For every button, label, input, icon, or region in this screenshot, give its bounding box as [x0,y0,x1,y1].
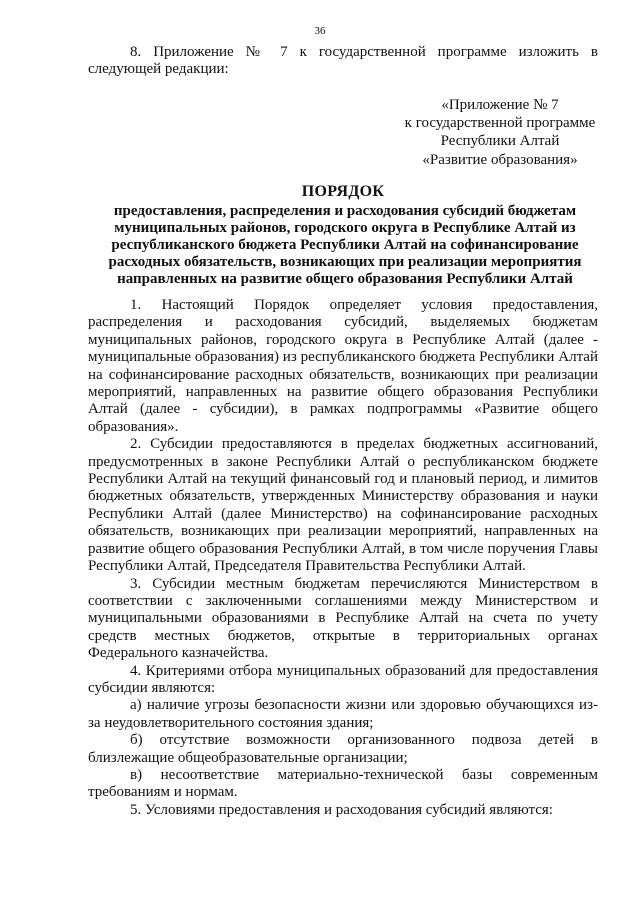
paragraph-4b: б) отсутствие возможности организованного подвоза детей в близлежащие общеобразовательные организации; [88,732,598,766]
page-number: 36 [314,25,326,37]
paragraph-4: 4. Критериями отбора муниципальных образований для предоставления субсидии являются: [88,662,598,696]
intro-block [88,44,598,79]
appendix-line: «Развитие образования» [422,151,578,168]
appendix-note [380,96,620,169]
paragraph-4a: а) наличие угрозы безопасности жизни или здоровью обучающихся из-за неудовлетворительного состояния здания; [88,697,598,731]
document-subtitle: предоставления, распределения и расходования субсидий бюджетам муниципальных районов, городского округа в Республике Алтай из республиканского бюджета Республики Алтай на софинансирование расходных обязательств, возникающих при реализации мероприятия направленных на развитие общего образования Республики Алтай [108,203,582,287]
body-text [88,297,598,819]
paragraph-4c: в) несоответствие материально-технической базы современным требованиям и нормам. [88,766,598,801]
appendix-line: Республики Алтай [440,133,560,150]
appendix-line: «Приложение № 7 [441,97,559,113]
paragraph-1: 1. Настоящий Порядок определяет условия предоставления, распределения и расходования субсидий, выделяемых бюджетам муниципальных районов, городского округа в Республике Алтай (далее - муниципальные образования) из республиканского бюджета Республики Алтай на софинансирование расходных обязательств, возникающих при реализации мероприятий, направленных на развитие общего образования Республики Алтай (далее - субсидии), в рамках подпрограммы «Развитие общего образования». [88,297,598,435]
paragraph-5: 5. Условиями предоставления и расходования субсидий являются: [130,801,553,818]
document-title: ПОРЯДОК [301,183,385,200]
appendix-line: к государственной программе [404,115,596,132]
paragraph-2: 2. Субсидии предоставляются в пределах бюджетных ассигнований, предусмотренных в законе Республики Алтай о республиканском бюджете Республики Алтай на текущий финансовый год и плановый период, и лимитов бюджетных обязательств, утвержденных Министерству образования и науки Республики Алтай (далее Министерство) на софинансирование расходных обязательств, возникающих при реализации мероприятий, направленных на развитие общего образования Республики Алтай, в том числе поручения Главы Республики Алтай, Председателя Правительства Республики Алтай. [88,436,598,575]
paragraph-3: 3. Субсидии местным бюджетам перечисляются Министерством в соответствии с заключенными соглашениями между Министерством и муниципальными образованиями в Республике Алтай на счета по учету средств местных бюджетов, открытые в территориальных органах Федерального казначейства. [88,575,598,662]
intro-paragraph: 8. Приложение № 7 к государственной программе изложить в следующей редакции: [88,44,598,78]
